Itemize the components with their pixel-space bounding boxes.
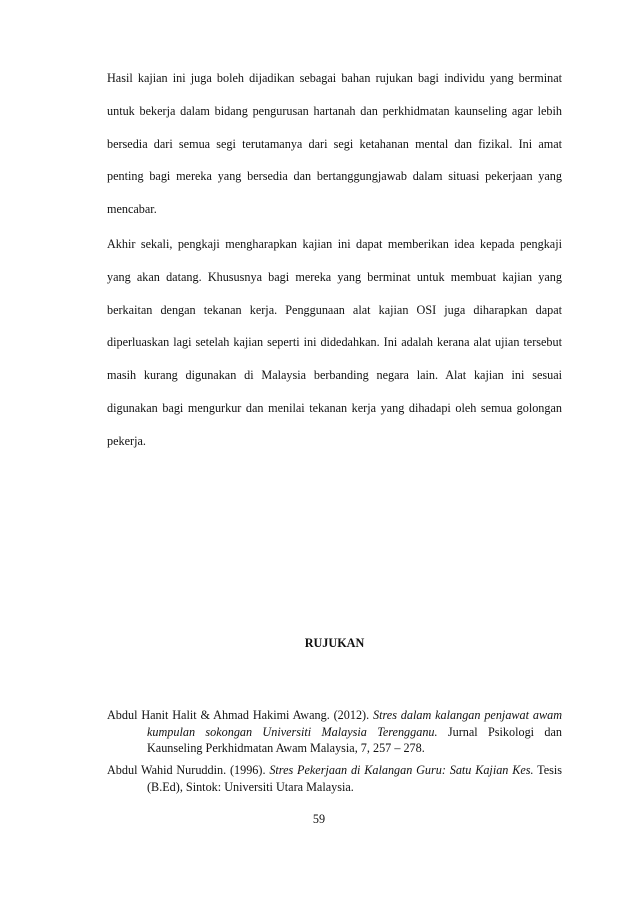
body-paragraph: Akhir sekali, pengkaji mengharapkan kajian ini dapat memberikan idea kepada pengkaji yang akan datang. Khususnya bagi mereka yang berminat untuk membuat kajian yang berkaitan dengan tekanan kerja. Penggunaan alat kajian OSI juga diharapkan dapat diperluaskan lagi setelah kajian seperti ini didedahkan. Ini adalah kerana alat ujian tersebut masih kurang digunakan di Malaysia berbanding negara lain. Alat kajian ini sesuai digunakan bagi mengurkur dan menilai tekanan kerja yang dihadapi oleh semua golongan pekerja. [107, 237, 562, 448]
reference-authors-year: Abdul Hanit Halit & Ahmad Hakimi Awang. (2012). [107, 708, 374, 722]
reference-source: Tesis (B.Ed), Sintok: Universiti Utara Malaysia. [147, 763, 562, 794]
reference-title: Stres Pekerjaan di Kalangan Guru: Satu Kajian Kes. [269, 763, 534, 777]
reference-source: Jurnal Psikologi dan Kaunseling Perkhidmatan Awam Malaysia, 7, 257 – 278. [147, 724, 562, 755]
page-number: 59 [312, 812, 326, 826]
reference-entry [107, 762, 562, 795]
section-heading: RUJUKAN [304, 636, 365, 650]
reference-entry [107, 707, 562, 757]
body-paragraph: Hasil kajian ini juga boleh dijadikan sebagai bahan rujukan bagi individu yang berminat untuk bekerja dalam bidang pengurusan hartanah dan perkhidmatan kaunseling agar lebih bersedia dari semua segi terutamanya dari segi ketahanan mental dan fizikal. Ini amat penting bagi mereka yang bersedia dan bertanggungjawab dalam situasi pekerjaan yang mencabar. [107, 71, 562, 217]
reference-title: Stres dalam kalangan penjawat awam kumpulan sokongan Universiti Malaysia Terengganu. [147, 708, 562, 739]
reference-authors-year: Abdul Wahid Nuruddin. (1996). [107, 763, 270, 777]
